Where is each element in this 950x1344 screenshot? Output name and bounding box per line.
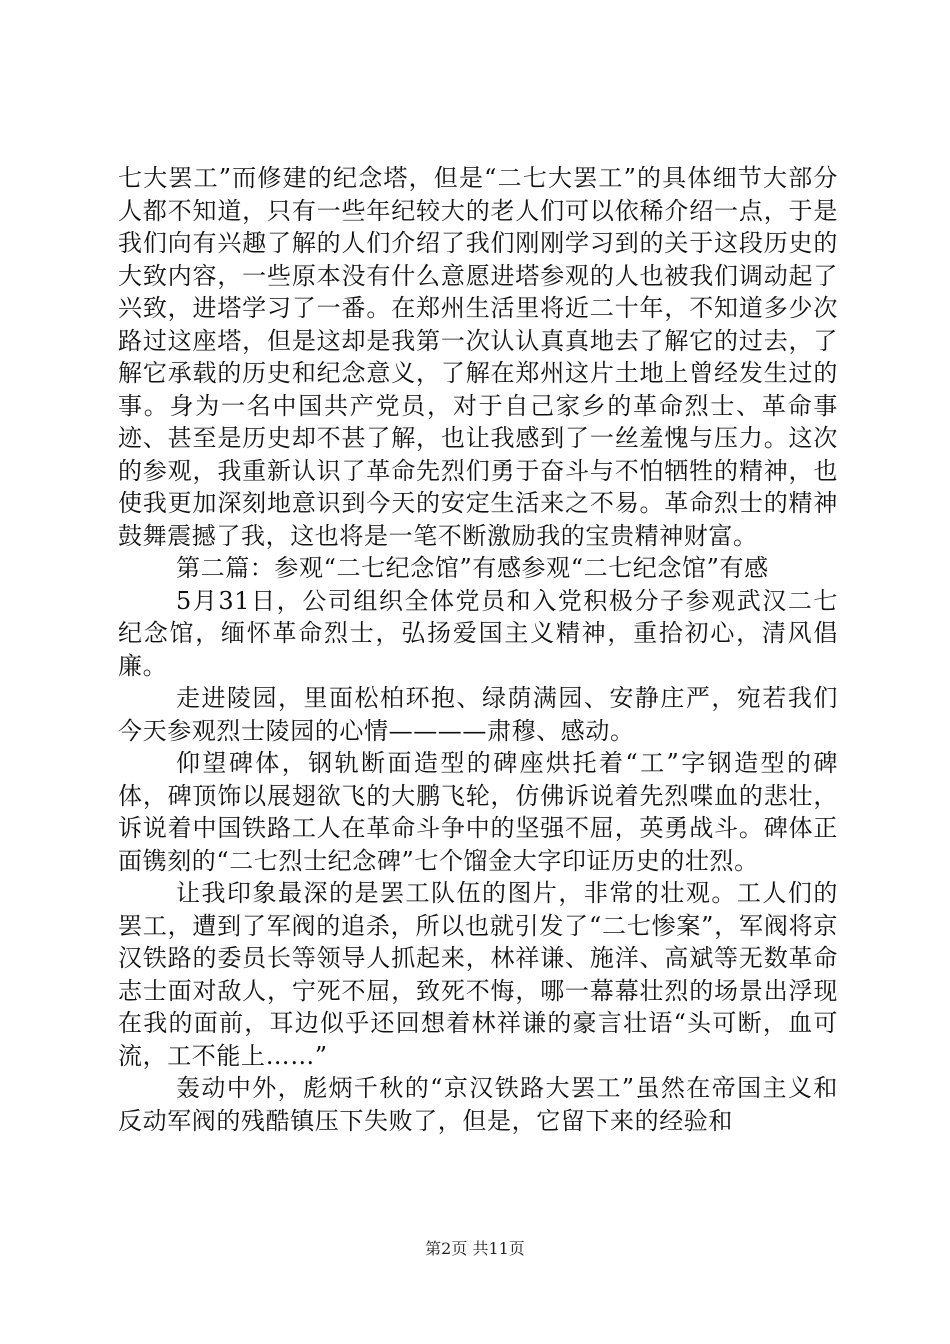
paragraph-strike-legacy: 轰动中外，彪炳千秋的“京汉铁路大罢工”虽然在帝国主义和反动军阀的残酷镇压下失败了，但是，它留下来的经验和 (118, 1074, 838, 1135)
paragraph-visit-date: 5月31日，公司组织全体党员和入党积极分子参观武汉二七纪念馆，缅怀革命烈士，弘扬爱国主义精神，重拾初心，清风倡廉。 (118, 586, 838, 680)
paragraph-monument: 仰望碑体，钢轨断面造型的碑座烘托着“工”字钢造型的碑体，碑顶饰以展翅欲飞的大鹏飞轮，仿佛诉说着先烈喋血的悲壮，诉说着中国铁路工人在革命斗争中的坚强不屈，英勇战斗。碑体正面镌刻的“二七烈士纪念碑”七个馏金大字印证历史的壮烈。 (118, 749, 838, 875)
paragraph-strike-images: 让我印象最深的是罢工队伍的图片，非常的壮观。工人们的罢工，遭到了军阀的追杀，所以也就引发了“二七惨案”，军阀将京汉铁路的委员长等领导人抓起来，林祥谦、施洋、高斌等无数革命志士面对敌人，宁死不屈，致死不悔，哪一幕幕壮烈的场景出浮现在我的面前，耳边似乎还回想着林祥谦的豪言壮语“头可断，血可流，工不能上……” (118, 879, 838, 1070)
section-title: 第二篇：参观“二七纪念馆”有感参观“二七纪念馆”有感 (176, 554, 769, 582)
document-body (118, 162, 838, 1137)
page-number-footer: 第2页 共11页 (425, 1239, 525, 1258)
paragraph-continued: 七大罢工”而修建的纪念塔，但是“二七大罢工”的具体细节大部分人都不知道，只有一些年纪较大的老人们可以依稀介绍一点，于是我们向有兴趣了解的人们介绍了我们刚刚学习到的关于这段历史的大致内容，一些原本没有什么意愿进塔参观的人也被我们调动起了兴致，进塔学习了一番。在郑州生活里将近二十年，不知道多少次路过这座塔，但是这却是我第一次认认真真地去了解它的过去，了解它承载的历史和纪念意义，了解在郑州这片土地上曾经发生过的事。身为一名中国共产党员，对于自己家乡的革命烈士、革命事迹、甚至是历史却不甚了解，也让我感到了一丝羞愧与压力。这次的参观，我重新认识了革命先烈们勇于奋斗与不怕牺牲的精神，也使我更加深刻地意识到今天的安定生活来之不易。革命烈士的精神鼓舞震撼了我，这也将是一笔不断激励我的宝贵精神财富。 (118, 164, 838, 550)
paragraph-cemetery: 走进陵园，里面松柏环抱、绿荫满园、安静庄严，宛若我们今天参观烈士陵园的心情————肃穆、感动。 (118, 684, 838, 745)
